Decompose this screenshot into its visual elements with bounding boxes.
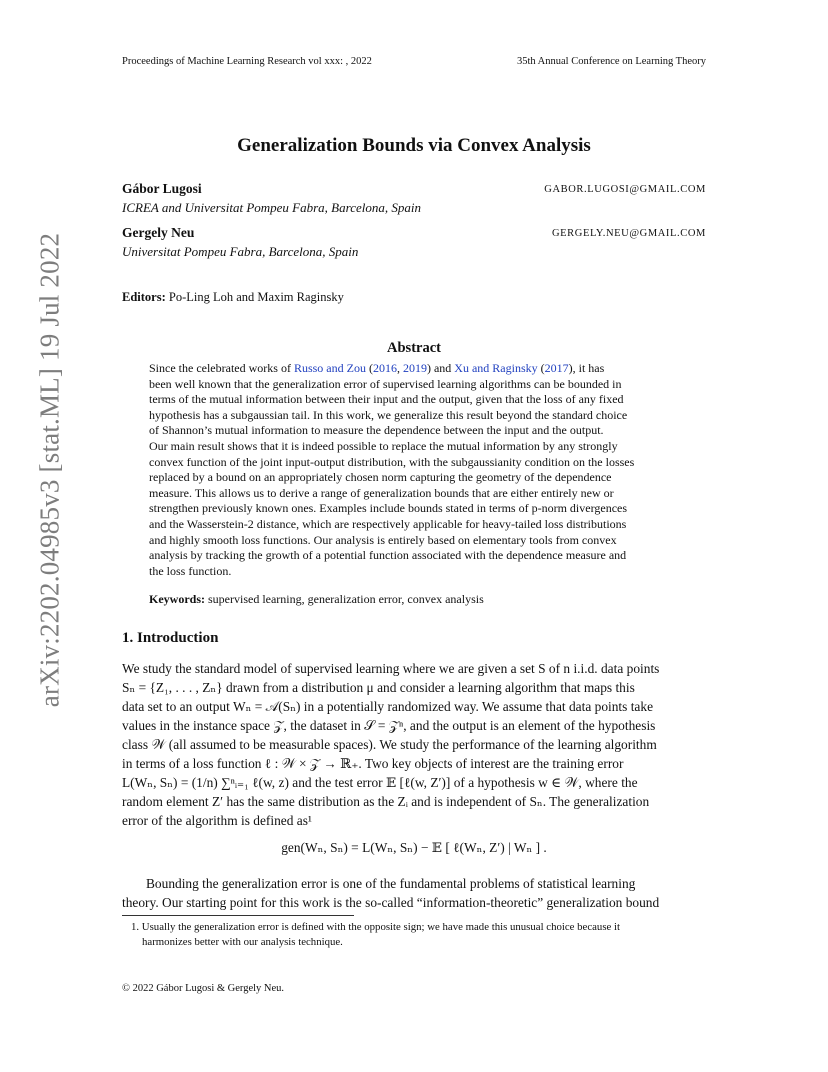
citation-link-2017[interactable]: 2017 [544,361,569,375]
paper-title: Generalization Bounds via Convex Analysis [237,135,591,156]
author-email-2[interactable]: GERGELY.NEU@GMAIL.COM [551,228,706,239]
citation-link-russo-zou[interactable]: Russo and Zou [293,361,366,375]
body-line: Bounding the generalization error is one of the fundamental problems of statistical learning [146,876,636,891]
body-line: theory. Our starting point for this work is the so-called “information-theoretic” generalization bound [122,895,660,910]
introduction-paragraph-2 [122,874,706,912]
author-name-1: Gábor Lugosi [122,181,202,196]
body-line: in terms of a loss function ℓ : 𝒲 × 𝒵 → ℝ₊. Two key objects of interest are the training error [122,756,624,771]
abstract-text: , [396,361,403,375]
keywords-line [149,592,484,607]
abstract-line: convex function of the joint input-output distribution, with the subgaussianity condition on the losses [149,454,635,469]
abstract-line: hypothesis has a subgaussian tail. In this work, we generalize this result beyond the standard choice [149,407,628,422]
abstract-line: replaced by a bound on an appropriately chosen norm capturing the geometry of the dependence [149,470,612,485]
section-title: Introduction [137,630,219,646]
editors-names: Po-Ling Loh and Maxim Raginsky [168,290,344,304]
copyright-notice: © 2022 Gábor Lugosi & Gergely Neu. [122,983,285,994]
citation-link-xu-raginsky[interactable]: Xu and Raginsky [454,361,538,375]
abstract-text: ), it has [568,361,605,375]
abstract-line: strengthen previously known ones. Examples include bounds stated in terms of p-norm divergences [149,501,628,516]
author-email-1[interactable]: GABOR.LUGOSI@GMAIL.COM [544,184,706,195]
footnote-line: harmonizes better with our analysis technique. [142,936,343,948]
abstract-line: and the Wasserstein-2 distance, which are respectively applicable for heavy-tailed loss distributions [149,516,627,531]
abstract-line: terms of the mutual information between their input and the output, given that the loss of any fixed [149,392,624,407]
editors-line [122,290,344,305]
author-affiliation-1: ICREA and Universitat Pompeu Fabra, Barcelona, Spain [122,200,421,215]
author-name-2: Gergely Neu [122,225,195,240]
footnote-line: 1. Usually the generalization error is defined with the opposite sign; we have made this unusual choice because it [131,921,621,933]
running-header-right: 35th Annual Conference on Learning Theory [516,56,706,67]
abstract-text: ) and [426,361,455,375]
abstract-line: of Shannon’s mutual information to measure the dependence between the input and the output. [149,423,604,438]
footnote-divider [122,915,354,916]
section-heading-introduction [122,630,218,647]
abstract-heading: Abstract [387,340,441,356]
abstract-text: ( [537,361,545,375]
abstract-text: Since the celebrated works of [149,361,294,375]
abstract-line: been well known that the generalization error of supervised learning algorithms can be bounded in [149,376,622,391]
introduction-paragraph [122,659,706,830]
keywords-text: supervised learning, generalization error, convex analysis [208,592,484,606]
body-line: class 𝒲 (all assumed to be measurable spaces). We study the performance of the learning algorithm [122,737,657,752]
footnote-1 [131,920,707,950]
body-line: values in the instance space 𝒵, the dataset in 𝒮 = 𝒵ⁿ, and the output is an element of the hypothesis [122,718,656,733]
body-line: Sₙ = {Z₁, . . . , Zₙ} drawn from a distribution μ and consider a learning algorithm that maps this [122,680,635,695]
abstract-line: Our main result shows that it is indeed possible to replace the mutual information by any strongly [149,438,618,453]
editors-label: Editors: [122,290,166,304]
abstract-line: analysis by tracking the growth of a potential function associated with the dependence measure and [149,548,627,563]
abstract-line: the loss function. [149,563,232,578]
citation-link-2016[interactable]: 2016 [372,361,397,375]
generalization-error-equation: gen(Wₙ, Sₙ) = L(Wₙ, Sₙ) − 𝔼 [ ℓ(Wₙ, Z′) | Wₙ ] . [281,840,547,855]
body-line: data set to an output Wₙ = 𝒜(Sₙ) in a potentially randomized way. We assume that data points take [122,699,654,714]
section-number: 1. [122,630,134,646]
abstract-text: ( [365,361,373,375]
citation-link-2019[interactable]: 2019 [402,361,427,375]
abstract-body [149,361,679,579]
arxiv-identifier-stamp: arXiv:2202.04985v3 [stat.ML] 19 Jul 2022 [34,232,65,708]
body-line: We study the standard model of supervised learning where we are given a set S of n i.i.d. data points [122,661,660,676]
author-affiliation-2: Universitat Pompeu Fabra, Barcelona, Spain [122,244,359,259]
abstract-line [149,361,679,377]
keywords-label: Keywords: [149,592,205,606]
abstract-line: measure. This allows us to derive a range of generalization bounds that are either entirely new or [149,485,614,500]
body-line: L(Wₙ, Sₙ) = (1/n) ∑ⁿᵢ₌₁ ℓ(w, z) and the test error 𝔼 [ℓ(w, Z′)] of a hypothesis w ∈ 𝒲, where the [122,775,638,790]
running-header-left: Proceedings of Machine Learning Research vol xxx: , 2022 [122,56,372,67]
abstract-line: and highly smooth loss functions. Our analysis is entirely based on elementary tools from convex [149,532,617,547]
body-line: error of the algorithm is defined as¹ [122,813,312,828]
body-line: random element Z′ has the same distribution as the Zᵢ and is independent of Sₙ. The generalization [122,794,650,809]
